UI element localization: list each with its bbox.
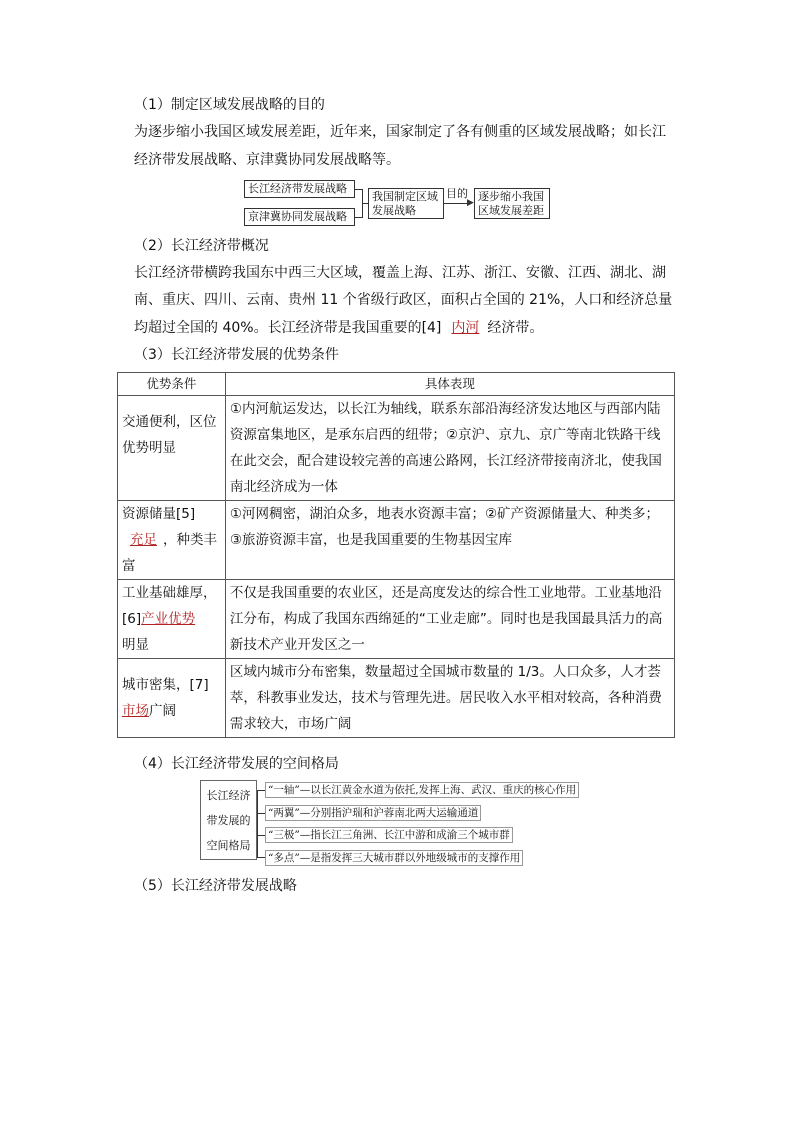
condition-text: 明显 bbox=[122, 637, 149, 653]
diagram-box-jingjinji: 京津冀协同发展战略 bbox=[244, 208, 355, 226]
table-header-condition: 优势条件 bbox=[118, 373, 226, 396]
section1-heading: （1）制定区域发展战略的目的 bbox=[134, 97, 325, 113]
table-cell-condition bbox=[118, 659, 226, 738]
diagram-label-purpose: 目的 bbox=[446, 187, 468, 200]
table-cell-detail: 不仅是我国重要的农业区，还是高度发达的综合性工业地带。工业基地沿江分布，构成了我国东西绵延的“工业走廊”。同时也是我国最具活力的高新技术产业开发区之一 bbox=[225, 580, 674, 659]
spatial-pattern-box: 长江经济带发展的空间格局 bbox=[200, 780, 257, 860]
fill-blank-7: 市场 bbox=[122, 703, 149, 719]
condition-text: 广阔 bbox=[149, 703, 176, 719]
diagram-connector bbox=[257, 790, 258, 858]
table-cell-detail: 区域内城市分布密集，数量超过全国城市数量的 1/3。人口众多，人才荟萃，科教事业发达，技术与管理先进。居民收入水平相对较高，各种消费需求较大，市场广阔 bbox=[225, 659, 674, 738]
table-cell-detail: ①河网稠密，湖泊众多，地表水资源丰富；②矿产资源储量大、种类多；③旅游资源丰富，也是我国重要的生物基因宝库 bbox=[225, 501, 674, 580]
condition-text: 城市密集，[7] bbox=[122, 677, 209, 693]
section2-line3 bbox=[134, 318, 543, 338]
section1-paragraph-line1: 为逐步缩小我国区域发展差距，近年来，国家制定了各有侧重的区域发展战略；如长江 bbox=[134, 124, 666, 140]
section1-paragraph-line2: 经济带发展战略、京津冀协同发展战略等。 bbox=[134, 152, 400, 168]
condition-text: 工业基础雄厚，[6] bbox=[122, 585, 217, 627]
table-header-detail: 具体表现 bbox=[225, 373, 674, 396]
section2-line1: 长江经济带横跨我国东中西三大区域，覆盖上海、江苏、浙江、安徽、江西、湖北、湖 bbox=[134, 265, 666, 281]
advantages-table bbox=[117, 372, 675, 738]
fill-blank-4: 内河 bbox=[451, 320, 480, 336]
table-cell-condition bbox=[118, 501, 226, 580]
section2-line3-post: 经济带。 bbox=[487, 320, 544, 336]
section2-line2: 南、重庆、四川、云南、贵州 11 个省级行政区，面积占全国的 21%，人口和经济总量 bbox=[134, 292, 673, 308]
fill-blank-6: 产业优势 bbox=[141, 611, 196, 627]
table-cell-condition bbox=[118, 580, 226, 659]
table-cell-detail: ①内河航运发达，以长江为轴线，联系东部沿海经济发达地区与西部内陆资源富集地区，是承东启西的纽带；②京沪、京九、京广等南北铁路干线在此交会，配合建设较完善的高速公路网，长江经济带接南济北，使我国南北经济成为一体 bbox=[225, 396, 674, 501]
section2-heading: （2）长江经济带概况 bbox=[134, 238, 269, 254]
condition-text: 资源储量[5] bbox=[122, 506, 196, 522]
table-row bbox=[118, 396, 675, 501]
table-row bbox=[118, 501, 675, 580]
table-cell-condition: 交通便利，区位优势明显 bbox=[118, 396, 226, 501]
fill-blank-5: 充足 bbox=[130, 532, 157, 548]
table-row bbox=[118, 659, 675, 738]
table-row bbox=[118, 580, 675, 659]
section2-line3-pre: 均超过全国的 40%。长江经济带是我国重要的[4] bbox=[134, 320, 442, 336]
section4-heading: （4）长江经济带发展的空间格局 bbox=[134, 756, 339, 772]
diagram-box-yangtze: 长江经济带发展战略 bbox=[244, 180, 355, 198]
section3-heading: （3）长江经济带发展的优势条件 bbox=[134, 347, 339, 363]
pattern-item-multi-points: “多点”—是指发挥三大城市群以外地级城市的支撑作用 bbox=[265, 850, 523, 866]
table-header-row bbox=[118, 373, 675, 396]
diagram-box-national-strategy: 我国制定区域发展战略 bbox=[368, 188, 444, 219]
arrow-right-icon: ▶ bbox=[467, 198, 474, 208]
pattern-item-three-poles: “三极”—指长江三角洲、长江中游和成渝三个城市群 bbox=[265, 827, 513, 843]
diagram-box-goal: 逐步缩小我国区域发展差距 bbox=[474, 188, 550, 219]
pattern-item-two-wings: “两翼”—分别指沪瑞和沪蓉南北两大运输通道 bbox=[265, 805, 481, 821]
section5-heading: （5）长江经济带发展战略 bbox=[134, 878, 297, 894]
condition-text: ，种类丰富 bbox=[122, 532, 217, 574]
pattern-item-one-axis: “一轴”—以长江黄金水道为依托,发挥上海、武汉、重庆的核心作用 bbox=[265, 782, 579, 798]
